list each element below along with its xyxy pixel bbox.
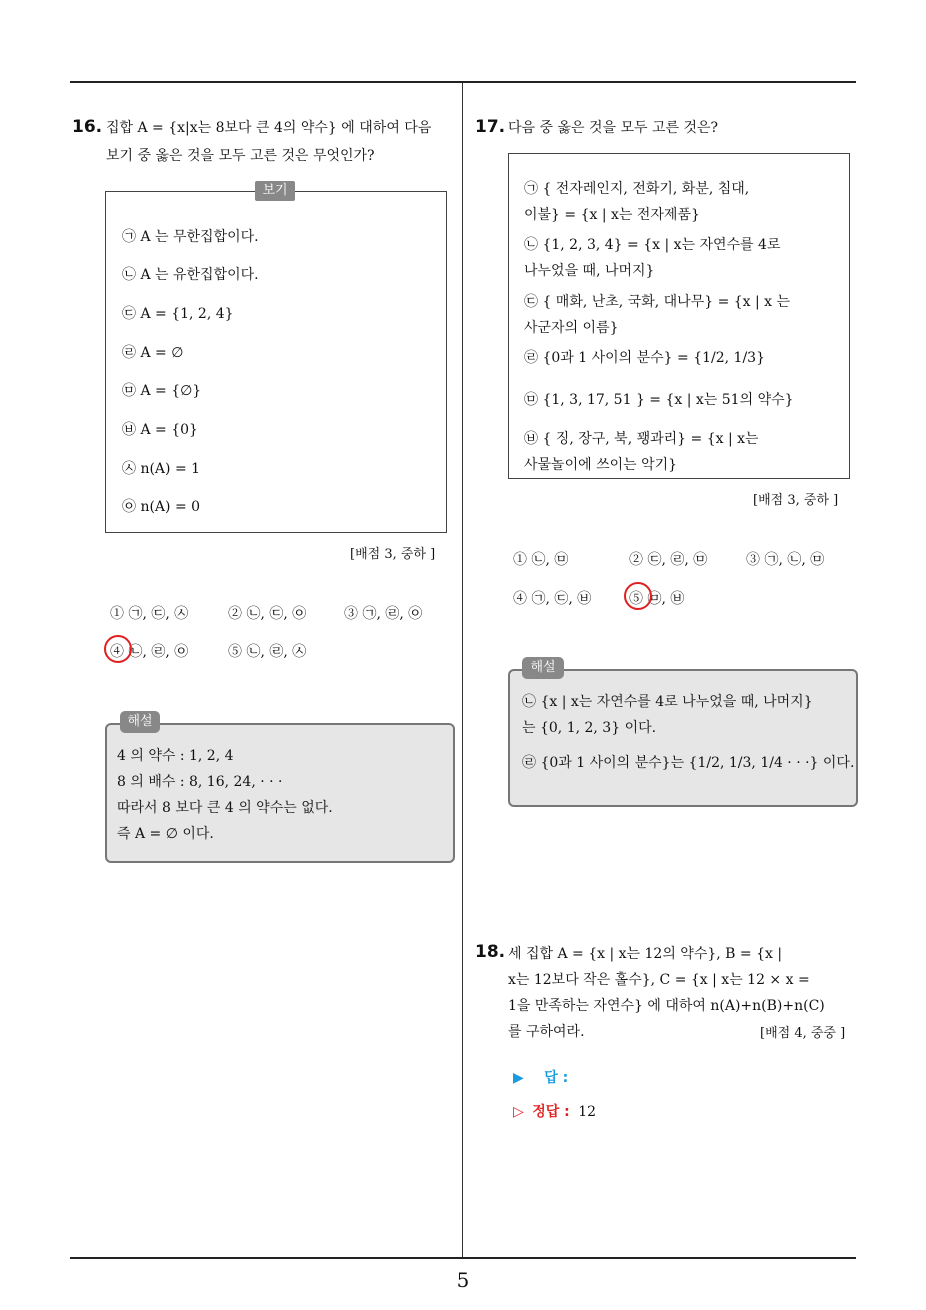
q16-bogi-item: ㉠ A 는 무한집합이다. [122,229,259,245]
play-arrow-icon: ▶ [513,1070,524,1086]
q17-haesul-line: ㉡ {x | x는 자연수를 4로 나누었을 때, 나머지} [522,694,813,710]
q18-text-line: 세 집합 A = {x | x는 12의 약수}, B = {x | [508,946,783,962]
q16-text-line1: 집합 A = {x|x는 8보다 큰 4의 약수} 에 대하여 다음 [106,120,432,136]
q18-number: 18. [475,942,506,962]
q18-text-line: x는 12보다 작은 홀수}, C = {x | x는 12 × x = [508,972,810,988]
q18-answer-label: 답 : [544,1070,569,1086]
q17-item: ㉠ { 전자레인지, 전화기, 화분, 침대, [524,181,750,197]
q16-choice-2[interactable]: ② ㉡, ㉢, ㉧ [228,606,307,622]
q18-score: [배점 4, 중중 ] [760,1026,846,1041]
q17-item: ㉡ {1, 2, 3, 4} = {x | x는 자연수를 4로 [524,237,781,253]
q17-item: ㉥ { 징, 장구, 북, 꽹과리} = {x | x는 [524,431,759,447]
q16-bogi-item: ㉥ A = {0} [122,422,198,438]
q18-answer-row [513,1067,568,1087]
q16-choice-4[interactable]: ④ ㉡, ㉣, ㉧ [110,644,189,660]
q16-bogi-item: ㉧ n(A) = 0 [122,499,201,515]
q17-haesul-line: 는 {0, 1, 2, 3} 이다. [522,720,657,736]
q18-correct-label: 정답 : [532,1104,570,1120]
q17-choice-3[interactable]: ③ ㉠, ㉡, ㉤ [746,552,825,568]
q17-choice-1[interactable]: ① ㉡, ㉤ [513,552,569,568]
q17-item: 나누었을 때, 나머지} [524,263,655,279]
q18-text-line: 1을 만족하는 자연수} 에 대하여 n(A)+n(B)+n(C) [508,998,825,1014]
q17-number: 17. [475,117,506,137]
q17-item: 사군자의 이름} [524,320,619,336]
top-rule [70,81,856,83]
q16-score: [배점 3, 중하 ] [350,547,436,562]
q17-item: ㉢ { 매화, 난초, 국화, 대나무} = {x | x 는 [524,294,791,310]
q16-choice-5[interactable]: ⑤ ㉡, ㉣, ㉦ [228,644,307,660]
q16-haesul-line: 8 의 배수 : 8, 16, 24, · · · [117,774,283,790]
q17-haesul-line: ㉣ {0과 1 사이의 분수}는 {1/2, 1/3, 1/4 · · ·} 이다. [522,755,855,771]
q16-bogi-label: 보기 [255,181,295,201]
q16-haesul-line: 따라서 8 보다 큰 4 의 약수는 없다. [117,800,333,816]
q17-haesul-box [508,669,858,807]
column-divider [462,83,463,1257]
outline-arrow-icon: ▷ [513,1104,524,1120]
q16-haesul-line: 즉 A = ∅ 이다. [117,826,214,842]
q16-bogi-item: ㉦ n(A) = 1 [122,461,201,477]
q16-number: 16. [72,117,103,137]
q16-bogi-item: ㉤ A = {∅} [122,383,202,399]
q16-bogi-item: ㉢ A = {1, 2, 4} [122,306,234,322]
q16-choice-3[interactable]: ③ ㉠, ㉣, ㉧ [344,606,423,622]
bottom-rule [70,1257,856,1259]
q17-choice-2[interactable]: ② ㉢, ㉣, ㉤ [629,552,708,568]
q17-item: 이불} = {x | x는 전자제품} [524,207,700,223]
q16-haesul-line: 4 의 약수 : 1, 2, 4 [117,748,234,764]
q16-choice-1[interactable]: ① ㉠, ㉢, ㉦ [110,606,189,622]
q16-bogi-item: ㉣ A = ∅ [122,345,184,361]
q18-correct-row [513,1101,596,1121]
q17-score: [배점 3, 중하 ] [753,493,839,508]
page-number: 5 [456,1268,470,1292]
q17-item: 사물놀이에 쓰이는 악기} [524,457,678,473]
q16-selected-circle-mark [104,635,132,663]
q18-text-line: 를 구하여라. [508,1024,585,1040]
q16-text-line2: 보기 중 옳은 것을 모두 고른 것은 무엇인가? [106,148,375,164]
q17-item: ㉣ {0과 1 사이의 분수} = {1/2, 1/3} [524,350,765,366]
q17-choice-5[interactable]: ⑤ ㉤, ㉥ [629,591,685,607]
q18-correct-value: 12 [578,1104,597,1120]
q16-bogi-item: ㉡ A 는 유한집합이다. [122,267,259,283]
q17-item: ㉤ {1, 3, 17, 51 } = {x | x는 51의 약수} [524,392,794,408]
q16-haesul-label: 해설 [120,711,160,733]
q17-selected-circle-mark [624,582,652,610]
q17-text-line1: 다음 중 옳은 것을 모두 고른 것은? [508,120,719,136]
q17-haesul-label: 해설 [522,657,564,679]
q17-choice-4[interactable]: ④ ㉠, ㉢, ㉥ [513,591,592,607]
